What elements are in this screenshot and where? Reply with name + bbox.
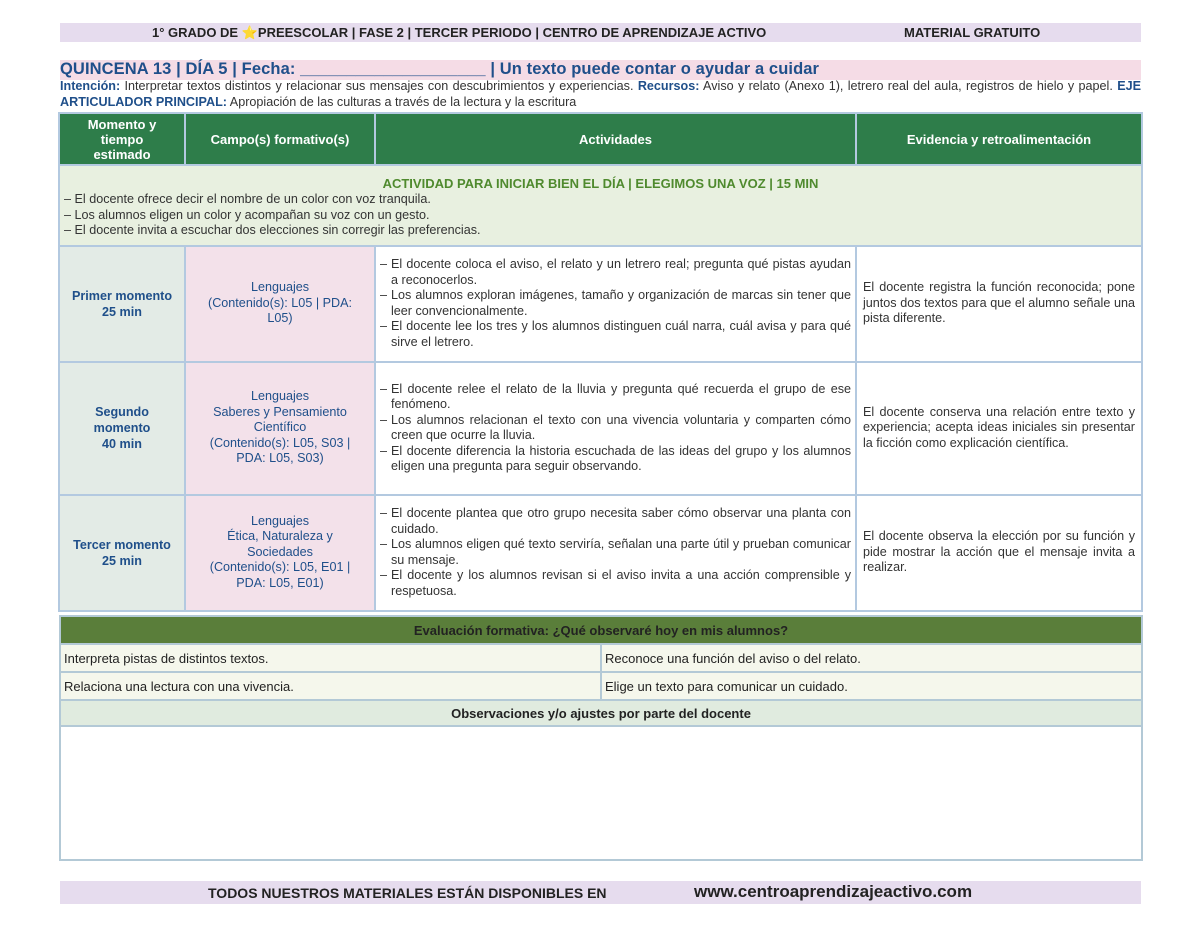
moment-cell (59, 246, 185, 362)
table-header-row (59, 113, 1142, 165)
evidence-text: El docente observa la elección por su función y pide mostrar la acción que el mensaje invita a realizar. (863, 529, 1135, 575)
activities-cell (375, 362, 856, 495)
footer-bar (60, 881, 1141, 904)
campo-cell (185, 362, 375, 495)
start-activity-banner (59, 165, 1142, 246)
grade-suffix: PREESCOLAR | FASE 2 | TERCER PERIODO | CENTRO DE APRENDIZAJE ACTIVO (257, 24, 767, 40)
list-item: – Los alumnos eligen qué texto serviría, señalan una parte útil y prueban comunicar su mensaje. (380, 537, 851, 567)
evidence-cell (856, 495, 1142, 611)
list-item: – El docente lee los tres y los alumnos distinguen cuál narra, cuál avisa y para qué sirve el letrero. (380, 319, 851, 349)
intention-label: Intención: (60, 79, 121, 93)
evidence-text: El docente registra la función reconocida; pone juntos dos textos para que el alumno señale una pista diferente. (863, 280, 1135, 326)
banner-title: ACTIVIDAD PARA INICIAR BIEN EL DÍA | ELEGIMOS UNA VOZ | 15 MIN (382, 176, 819, 191)
header-activities: Actividades (375, 113, 856, 165)
observations-title: Observaciones y/o ajustes por parte del docente (60, 700, 1142, 726)
campo-label: Lenguajes Saberes y Pensamiento Científico (Contenido(s): L05, S03 | PDA: L05, S03) (209, 389, 351, 466)
table-row (59, 362, 1142, 495)
moment-cell (59, 495, 185, 611)
table-row (60, 672, 1142, 700)
observations-row (60, 726, 1142, 860)
evidence-cell (856, 246, 1142, 362)
moment-label: Primer momento 25 min (71, 288, 173, 319)
activity-text: El docente lee los tres y los alumnos distinguen cuál narra, cuál avisa y para qué sirve el letrero. (391, 319, 851, 349)
list-item: – Los alumnos relacionan el texto con una vivencia voluntaria y comparten cómo creen que ocurre la lluvia. (380, 412, 851, 442)
footer-text: TODOS NUESTROS MATERIALES ESTÁN DISPONIBLES EN (208, 885, 607, 901)
banner-line: – El docente ofrece decir el nombre de un color con voz tranquila. (64, 192, 431, 206)
activities-cell (375, 495, 856, 611)
table-row (59, 246, 1142, 362)
banner-row (59, 165, 1142, 246)
page-title: QUINCENA 13 | DÍA 5 | Fecha: ____________________ | Un texto puede contar o ayudar a cuidar (60, 60, 820, 78)
activity-text: Los alumnos exploran imágenes, tamaño y organización de marcas sin tener que leer convencionalmente. (391, 288, 851, 318)
table-row (59, 495, 1142, 611)
activity-text: El docente coloca el aviso, el relato y un letrero real; pregunta qué pistas ayudan a reconocerlos. (391, 257, 851, 287)
moment-label: Tercer momento 25 min (73, 537, 171, 568)
header-campo: Campo(s) formativo(s) (185, 113, 375, 165)
campo-label: Lenguajes (Contenido(s): L05 | PDA: L05) (208, 280, 352, 326)
observations-area[interactable] (60, 726, 1142, 860)
evaluation-header-row (60, 616, 1142, 644)
evaluation-item: Relaciona una lectura con una vivencia. (60, 672, 601, 700)
observations-header-row (60, 700, 1142, 726)
moment-cell (59, 362, 185, 495)
list-item: – El docente relee el relato de la lluvia y pregunta qué recuerda el grupo de ese fenómeno. (380, 381, 851, 411)
list-item: – El docente y los alumnos revisan si el aviso invita a una acción comprensible y respetuosa. (380, 568, 851, 598)
evaluation-item: Elige un texto para comunicar un cuidado. (601, 672, 1142, 700)
list-item: – El docente coloca el aviso, el relato y un letrero real; pregunta qué pistas ayudan a reconocerlos. (380, 257, 851, 287)
campo-cell (185, 246, 375, 362)
banner-line: – Los alumnos eligen un color y acompañan su voz con un gesto. (64, 207, 430, 222)
activity-text: El docente relee el relato de la lluvia y pregunta qué recuerda el grupo de ese fenómeno. (391, 381, 851, 411)
resources-label: Recursos: (637, 79, 700, 93)
grade-prefix: 1° GRADO DE (152, 24, 242, 40)
table-row (60, 644, 1142, 672)
list-item: – El docente diferencia la historia escuchada de las ideas del grupo y los alumnos eligen una pregunta para seguir observando. (380, 443, 851, 473)
header-moment: Momento y tiempo estimado (59, 113, 185, 165)
axis-label: EJE ARTICULADOR PRINCIPAL: (60, 79, 1141, 109)
evidence-text: El docente conserva una relación entre texto y experiencia; acepta ideas iniciales sin presentar la ficción como explicación científica. (863, 404, 1135, 450)
campo-cell (185, 495, 375, 611)
activity-text: El docente plantea que otro grupo necesita saber cómo observar una planta con cuidado. (391, 506, 851, 536)
planning-table (58, 112, 1143, 612)
intention-paragraph (60, 79, 1141, 110)
evidence-cell (856, 362, 1142, 495)
evaluation-item: Reconoce una función del aviso o del relato. (601, 644, 1142, 672)
list-item: – El docente plantea que otro grupo necesita saber cómo observar una planta con cuidado. (380, 506, 851, 536)
moment-label: Segundo momento 40 min (93, 405, 151, 451)
activity-text: Los alumnos eligen qué texto serviría, señalan una parte útil y prueban comunicar su mensaje. (391, 537, 851, 567)
campo-label: Lenguajes Ética, Naturaleza y Sociedades (Contenido(s): L05, E01 | PDA: L05, E01) (209, 513, 351, 590)
evaluation-table (59, 615, 1143, 861)
header-evidence: Evidencia y retroalimentación (856, 113, 1142, 165)
activity-text: El docente y los alumnos revisan si el aviso invita a una acción comprensible y respetuosa. (391, 568, 851, 598)
grade-info (152, 25, 766, 41)
activity-text: Los alumnos relacionan el texto con una vivencia voluntaria y comparten cómo creen que ocurre la lluvia. (391, 412, 851, 442)
activity-text: El docente diferencia la historia escuchada de las ideas del grupo y los alumnos eligen una pregunta para seguir observando. (391, 443, 851, 473)
list-item: – Los alumnos exploran imágenes, tamaño y organización de marcas sin tener que leer convencionalmente. (380, 288, 851, 318)
activities-cell (375, 246, 856, 362)
star-icon: ⭐ (241, 24, 258, 40)
intention-text: Interpretar textos distintos y relacionar sus mensajes con descubrimientos y experiencias. (120, 79, 638, 93)
resources-text: Aviso y relato (Anexo 1), letrero real del aula, registros de hielo y papel. (699, 79, 1118, 93)
evaluation-item: Interpreta pistas de distintos textos. (60, 644, 601, 672)
free-material-label: MATERIAL GRATUITO (904, 25, 1041, 40)
axis-text: Apropiación de las culturas a través de la lectura y la escritura (226, 94, 577, 109)
evaluation-title: Evaluación formativa: ¿Qué observaré hoy en mis alumnos? (60, 616, 1142, 644)
header-bar (60, 23, 1141, 42)
banner-line: – El docente invita a escuchar dos elecciones sin corregir las preferencias. (64, 223, 481, 237)
footer-url[interactable]: www.centroaprendizajeactivo.com (694, 882, 973, 901)
